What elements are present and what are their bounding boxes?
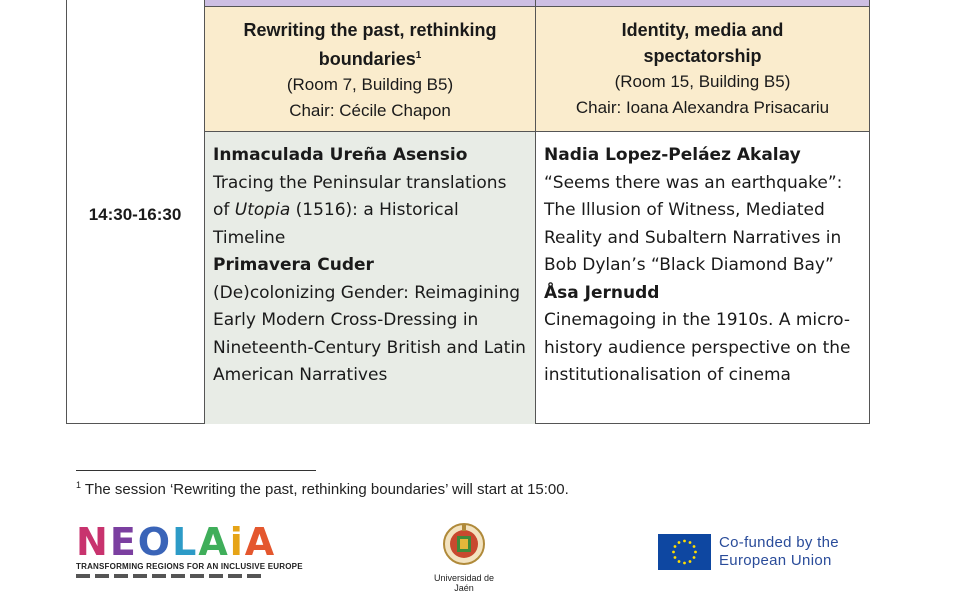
session-title-line: Identity, media and <box>621 20 784 40</box>
university-logo <box>424 522 504 593</box>
neolaia-letter: N <box>76 520 110 564</box>
session-chair: Chair: Ioana Alexandra Prisacariu <box>575 98 830 117</box>
neolaia-letter: O <box>137 520 173 564</box>
neolaia-tagline: TRANSFORMING REGIONS FOR AN INCLUSIVE EUROPE <box>76 562 303 571</box>
speaker-name: Nadia Lopez-Peláez Akalay <box>544 145 801 165</box>
session-talks-left <box>205 132 535 424</box>
footnote <box>76 480 569 498</box>
speaker-name: Åsa Jernudd <box>544 282 660 303</box>
university-name: Universidad de Jaén <box>433 573 495 593</box>
talk-title: “Seems there was an earthquake”: The Illusion of Witness, Mediated Reality and Subaltern Narratives in Bob Dylan’s “Black Diamond Bay” <box>544 172 843 275</box>
eu-stars-icon <box>658 534 711 570</box>
session-title-line: spectatorship <box>643 46 762 66</box>
talk-title <box>213 170 527 253</box>
footnote-text: The session ‘Rewriting the past, rethinking boundaries’ will start at 15:00. <box>81 481 569 498</box>
footnote-mark: 1 <box>76 480 82 490</box>
previous-row-band <box>204 0 870 7</box>
talk-title-text: Tracing the Peninsular translations of <box>213 172 507 220</box>
session-title <box>205 17 535 72</box>
neolaia-letter: i <box>229 520 245 564</box>
neolaia-letter: A <box>244 520 277 564</box>
time-slot: 14:30-16:30 <box>88 205 182 224</box>
footnote-mark: 1 <box>415 50 422 61</box>
schedule-table <box>66 0 870 424</box>
session-title-line: Rewriting the past, rethinking <box>243 20 497 40</box>
session-talks-right <box>536 132 869 424</box>
neolaia-letter: L <box>172 520 199 564</box>
talk-title-italic: Utopia <box>234 200 291 220</box>
neolaia-logo <box>76 522 303 578</box>
neolaia-wordmark <box>76 522 303 562</box>
session-room: (Room 15, Building B5) <box>614 72 791 91</box>
eu-flag-icon <box>658 534 711 570</box>
eu-cofunded-logo <box>658 534 839 570</box>
session-chair: Chair: Cécile Chapon <box>289 101 451 120</box>
grid-line <box>869 0 870 424</box>
speaker-name: Inmaculada Ureña Asensio <box>213 145 468 165</box>
talk-title: (De)colonizing Gender: Reimagining Early Modern Cross-Dressing in Nineteenth-Century British and Latin American Narratives <box>213 282 526 385</box>
eu-text-line: Co-funded by the <box>719 534 839 551</box>
session-room: (Room 7, Building B5) <box>286 75 454 94</box>
eu-cofunded-text <box>719 534 839 570</box>
session-header-left <box>205 7 535 131</box>
session-header-right <box>536 7 869 131</box>
talk-title-text: (1516): a Historical Timeline <box>213 200 459 248</box>
session-title-line: boundaries <box>318 49 416 69</box>
talk-title: Cinemagoing in the 1910s. A micro-history audience perspective on the institutionalisation of cinema <box>544 310 851 385</box>
footnote-separator <box>76 470 316 471</box>
session-title <box>536 17 869 69</box>
speaker-name: Primavera Cuder <box>213 255 374 275</box>
eu-text-line: European Union <box>719 552 832 569</box>
neolaia-letter: A <box>198 520 230 564</box>
partner-logos <box>76 574 303 578</box>
neolaia-letter: E <box>109 520 138 564</box>
university-seal-icon <box>442 522 486 566</box>
